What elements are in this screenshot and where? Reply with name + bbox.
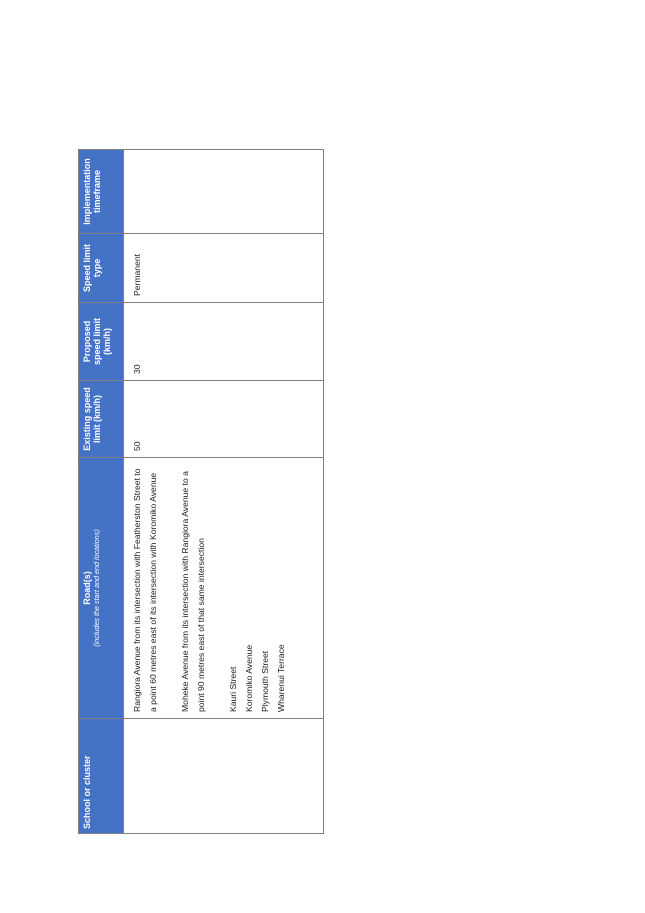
road-description-moheke: Moheke Avenue from its intersection with Rangiora Avenue to a point 90 metres east of that same intersection — [180, 471, 206, 712]
header-existing-speed-limit: Existing speed limit (km/h) — [79, 381, 124, 458]
table-row — [124, 150, 324, 834]
header-roads-title: Road(s) — [82, 571, 92, 605]
road-list — [225, 464, 289, 712]
cell-implementation-timeframe — [124, 150, 324, 234]
cell-school-or-cluster — [124, 719, 324, 834]
cell-proposed-speed-limit: 30 — [124, 303, 324, 381]
header-speed-limit-type: Speed limit type — [79, 234, 124, 303]
header-school-or-cluster: School or cluster — [79, 719, 124, 834]
road-description-rangiora: Rangiora Avenue from its intersection with Featherston Street to a point 60 metres east of its intersection with Koromiko Avenue — [132, 468, 158, 712]
header-proposed-speed-limit: Proposed speed limit (km/h) — [79, 303, 124, 381]
speed-limit-table — [78, 149, 324, 834]
road-list-item: Wharenui Terrace — [276, 644, 286, 712]
rotated-table-wrapper — [78, 150, 324, 834]
header-roads-subtitle: (includes the start and end locations) — [92, 529, 101, 647]
road-list-item: Koromiko Avenue — [244, 644, 254, 712]
road-list-item: Kauri Street — [228, 666, 238, 712]
header-roads — [79, 458, 124, 719]
road-list-item: Plymouth Street — [260, 650, 270, 712]
header-row — [79, 150, 124, 834]
cell-roads — [124, 458, 324, 719]
cell-speed-limit-type: Permanent — [124, 234, 324, 303]
header-implementation-timeframe: Implementation timeframe — [79, 150, 124, 234]
cell-existing-speed-limit: 50 — [124, 381, 324, 458]
